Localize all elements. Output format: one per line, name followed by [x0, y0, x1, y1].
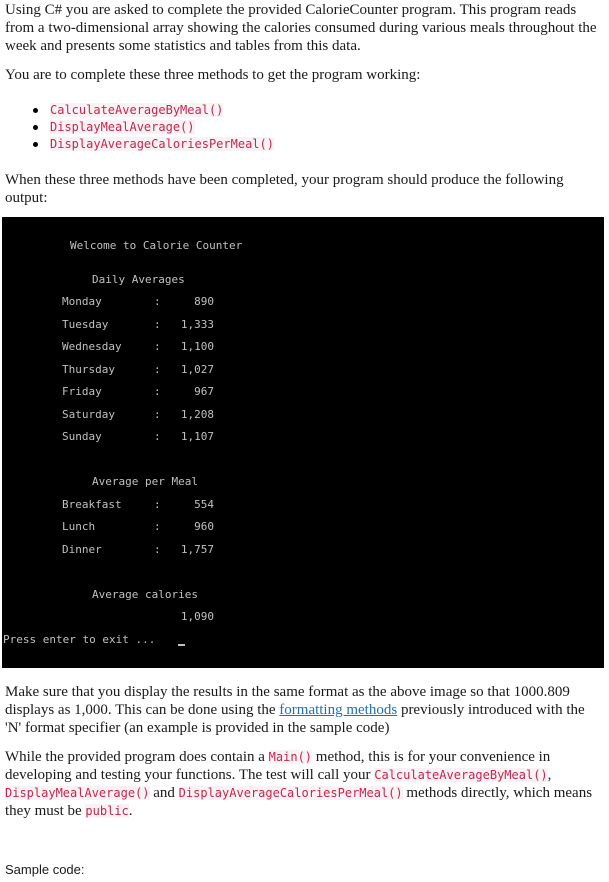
console-separator: : — [154, 430, 161, 443]
format-text: previously introduced with the 'N' format specifier (an example is provided in the sample code) — [5, 702, 585, 736]
method-name: DisplayMealAverage() — [50, 120, 195, 134]
output-intro: When these three methods have been completed, your program should produce the following output: — [5, 172, 564, 206]
console-day-name: Saturday — [62, 408, 115, 421]
paragraph-text: methods directly, which means they must be — [5, 785, 593, 819]
paragraph-text: method, this is for your convenience in developing and testing your functions. The test will call your — [5, 749, 551, 783]
console-meal-name: Breakfast — [62, 498, 122, 511]
formatting-methods-link[interactable]: formatting methods — [279, 702, 398, 718]
inline-code: DisplayAverageCaloriesPerMeal() — [178, 786, 403, 800]
format-text: Make sure that you display the results in the same format as the above image so that 1000.809 displays as 1,000. This can be done using the — [5, 684, 570, 718]
paragraph-text: While the provided program does contain a — [5, 749, 269, 765]
console-separator: : — [154, 543, 161, 556]
console-day-name: Friday — [62, 385, 102, 398]
paragraph-text: , — [547, 767, 552, 783]
method-name: CalculateAverageByMeal() — [50, 103, 224, 117]
console-day-name: Sunday — [62, 430, 102, 443]
inline-code: CalculateAverageByMeal() — [374, 768, 548, 782]
method-list-item — [0, 102, 274, 119]
cursor-icon — [178, 644, 185, 646]
console-separator: : — [154, 340, 161, 353]
method-list — [0, 102, 274, 153]
inline-code: public — [85, 804, 129, 818]
console-day-name: Tuesday — [62, 318, 109, 331]
method-list-item — [0, 119, 274, 136]
console-meal-value: 554 — [194, 498, 214, 511]
console-separator: : — [154, 385, 161, 398]
console-welcome: Welcome to Calorie Counter — [70, 239, 243, 252]
sample-code-label: Sample code: — [5, 862, 85, 877]
console-meal-heading: Average per Meal — [92, 475, 198, 488]
console-average-value: 1,090 — [180, 610, 214, 623]
console-meal-value: 960 — [194, 520, 214, 533]
console-separator: : — [154, 363, 161, 376]
console-day-name: Monday — [62, 295, 102, 308]
console-separator: : — [154, 520, 161, 533]
paragraph-text: and — [149, 785, 179, 801]
inline-code: Main() — [268, 750, 313, 764]
console-output — [2, 217, 604, 668]
console-day-name: Thursday — [62, 363, 115, 376]
main-method-paragraph — [5, 748, 603, 820]
console-separator: : — [154, 408, 161, 421]
console-separator: : — [154, 295, 161, 308]
console-separator: : — [154, 498, 161, 511]
method-list-item — [0, 136, 274, 153]
console-day-value: 1,208 — [180, 408, 214, 421]
console-daily-heading: Daily Averages — [92, 273, 185, 286]
bullet-icon — [33, 125, 38, 130]
bullet-icon — [33, 108, 38, 113]
console-day-value: 1,027 — [180, 363, 214, 376]
console-separator: : — [154, 318, 161, 331]
console-day-value: 890 — [194, 295, 214, 308]
method-name: DisplayAverageCaloriesPerMeal() — [50, 137, 274, 151]
inline-code: DisplayMealAverage() — [5, 786, 150, 800]
console-exit-prompt: Press enter to exit ... — [3, 633, 156, 646]
bullet-icon — [33, 142, 38, 147]
console-meal-name: Lunch — [62, 520, 96, 533]
console-average-heading: Average calories — [92, 588, 198, 601]
console-day-value: 1,100 — [180, 340, 214, 353]
console-day-name: Wednesday — [62, 340, 122, 353]
console-meal-value: 1,757 — [180, 543, 214, 556]
paragraph-text: . — [128, 803, 133, 819]
intro-paragraph: Using C# you are asked to complete the provided CalorieCounter program. This program reads from a two-dimensional array showing the calories consumed during various meals throughout the week and presents some statistics and tables from this data. — [5, 2, 597, 54]
methods-intro: You are to complete these three methods to get the program working: — [5, 67, 421, 83]
console-day-value: 967 — [194, 385, 214, 398]
console-day-value: 1,333 — [180, 318, 214, 331]
console-meal-name: Dinner — [62, 543, 102, 556]
console-day-value: 1,107 — [180, 430, 214, 443]
format-paragraph — [5, 683, 603, 737]
